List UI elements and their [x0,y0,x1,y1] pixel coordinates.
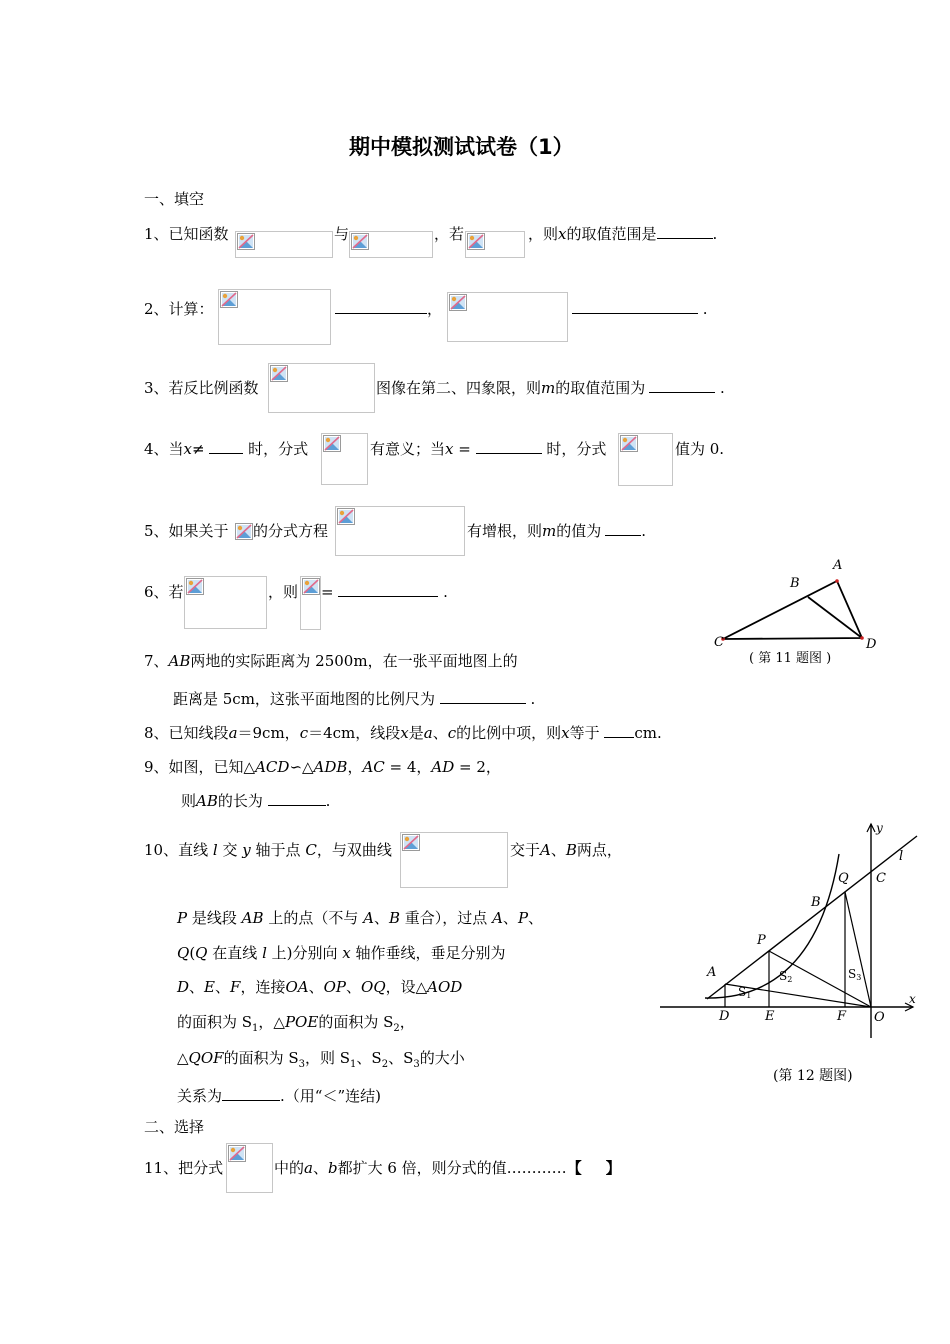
question-10-text: 、 [346,978,362,996]
label-p: P [517,909,529,927]
question-6-part-a: 6、若 [144,583,184,601]
question-9-number: 9、 [144,758,169,776]
question-9-text: = 2， [454,758,501,776]
question-9-text: 如图，已知△ [168,758,256,776]
question-5-part-c: 有增根，则 [467,522,543,540]
answer-blank[interactable] [605,521,641,536]
question-4-part-b: 时，分式 [248,440,309,458]
label-o: O [874,1010,885,1025]
label-p: P [177,909,188,927]
question-10-text: 轴于点 [255,841,301,859]
label-s2-sub: 2 [787,975,793,984]
broken-image-icon [228,1145,246,1162]
question-8-text: ＝4cm，线段 [308,724,401,742]
question-11-text: 、 [312,1159,328,1177]
question-3-part-b: 图像在第二、四象限，则 [376,379,542,397]
variable-a: a [228,724,238,742]
question-1-part-d: ，则 [528,225,559,243]
period: . [530,690,536,708]
broken-image-icon [186,578,204,595]
label-s1-letter: S [738,985,747,999]
variable-x: x [400,724,409,742]
not-equal-sign: ≠ [192,440,205,458]
formula-image [321,433,368,485]
formula-image [300,576,321,630]
formula-image [268,363,375,413]
formula-image [184,576,267,629]
label-ab: AB [196,792,218,810]
question-10-text: 交于 [510,841,541,859]
point-d [860,636,864,640]
question-10-text: 、S [388,1049,414,1067]
variable-m: m [541,379,556,397]
formula-image [235,231,333,258]
answer-blank[interactable] [222,1086,280,1101]
question-1-part-c: ，若 [434,225,465,243]
variable-x: x [183,440,193,458]
question-5-part-a: 5、如果关于 [144,522,229,540]
label-ac: AC [362,758,385,776]
similar-sign: ∽△ [289,758,314,776]
question-1-part-a: 1、已知函数 [144,225,229,243]
label-acd: ACD [255,758,290,776]
question-4-part-d: 时，分式 [546,440,607,458]
label-s1-sub: 1 [746,991,752,1000]
label-aod: AOD [427,978,463,996]
label-ad: AD [431,758,455,776]
variable-b: b [327,1159,338,1177]
label-a: A [540,841,551,859]
label-op: OP [323,978,346,996]
question-10-text: ( [189,944,196,962]
label-e: E [204,978,215,996]
question-5-part-d: 的值为 [556,522,602,540]
question-10-text: 的大小 [419,1049,465,1067]
broken-image-icon [449,294,467,311]
label-s2 [779,969,792,984]
question-10-text: 重合），过点 [404,909,488,927]
figure-12-caption: (第 12 题图) [773,1068,853,1084]
label-s3 [848,967,861,982]
question-8-text: 是 [408,724,424,742]
label-c: C [876,871,886,886]
period: . [325,792,331,810]
question-8-unit: cm. [634,724,662,742]
question-4-part-e: 值为 0. [675,440,725,458]
question-9-text: 的长为 [217,792,263,810]
label-b: B [388,909,400,927]
period: . [641,522,647,540]
question-8-text: 、 [432,724,448,742]
formula-image [465,231,525,258]
question-10-text: 是线段 [191,909,237,927]
segment-oq [845,892,871,1007]
broken-image-icon [323,435,341,452]
broken-image-icon [351,233,369,250]
question-10-text: 上)分别向 [271,944,338,962]
question-4-part-c: 有意义；当 [370,440,446,458]
question-10-text: 、 [308,978,324,996]
answer-blank[interactable] [268,791,326,806]
period: . [712,225,718,243]
label-d: D [719,1009,730,1024]
section-heading-choice: 二、选择 [144,1118,205,1136]
variable-c: c [299,724,309,742]
question-10-text: 上的点（不与 [268,909,359,927]
label-c: C [305,841,317,859]
period: . [720,379,725,397]
equal-sign: = [458,440,471,458]
question-8-text: 已知线段 [168,724,229,742]
label-a: A [707,965,717,980]
variable-c: c [447,724,457,742]
question-8-text: ＝9cm， [237,724,300,742]
formula-image [400,832,508,888]
question-10-text: 交 [222,841,238,859]
label-adb: ADB [313,758,348,776]
figure-12-coordinate [655,818,930,1088]
answer-blank[interactable] [476,439,542,454]
bracket-right: 】 [605,1159,621,1177]
label-x: x [342,944,351,962]
variable-a: a [304,1159,313,1177]
subscript: 2 [393,1023,400,1034]
question-10-text: 的面积为 S [177,1013,253,1031]
question-10-text: △ [177,1049,189,1067]
question-10-text: 、 [502,909,518,927]
broken-image-icon [620,435,638,452]
subscript: 3 [413,1059,420,1070]
label-p: P [757,933,766,948]
broken-image-icon [220,291,238,308]
label-c: C [714,635,724,650]
question-7-number: 7、 [144,652,169,670]
formula-image [447,292,568,342]
answer-blank[interactable] [335,299,427,314]
formula-image [349,231,433,258]
broken-image-icon [402,834,420,851]
question-10-text: ，与双曲线 [316,841,392,859]
comma: ， [347,758,363,776]
broken-image-icon [270,365,288,382]
comma: ， [427,300,443,318]
question-10-text: ，△ [258,1013,285,1031]
question-1-part-b: 与 [334,225,350,243]
question-10-text: 、S [356,1049,382,1067]
point-a [835,579,839,583]
formula-image [235,523,253,541]
question-3-part-a: 3、若反比例函数 [144,379,259,397]
label-l: l [212,841,218,859]
label-l: l [899,849,904,864]
label-s2-letter: S [779,969,788,983]
bracket-left: 【 [566,1159,582,1177]
question-10-number: 10、 [144,841,179,859]
subscript: 1 [252,1023,259,1034]
question-4-part-a: 4、当 [144,440,184,458]
question-10-text: ， [399,1013,415,1031]
question-9-text: 则 [181,792,197,810]
formula-image [226,1143,273,1193]
section-heading-fill: 一、填空 [144,190,205,208]
answer-blank[interactable] [338,582,438,597]
variable-m: m [542,522,557,540]
broken-image-icon [337,508,355,525]
label-a: A [492,909,503,927]
answer-blank[interactable] [604,723,634,738]
page-title: 期中模拟测试试卷（1） [349,135,574,159]
question-7-line-2: 距离是 5cm，这张平面地图的比例尺为 [173,690,435,708]
label-a: A [833,558,843,573]
question-10-text: 直线 [178,841,209,859]
broken-image-icon [235,523,253,540]
label-f: F [230,978,241,996]
question-7-text: 两地的实际距离为 2500m，在一张平面地图上的 [190,652,518,670]
label-b: B [790,576,800,591]
period: . [702,300,708,318]
question-10-text: ，连接 [240,978,286,996]
question-10-text: 的面积为 S [318,1013,394,1031]
label-a: A [363,909,374,927]
question-10-text: .（用“＜”连结) [280,1087,381,1105]
broken-image-icon [467,233,485,250]
hyperbola [705,854,839,998]
question-10-text: 、 [528,909,544,927]
subscript: 2 [381,1059,389,1070]
formula-image [335,506,465,556]
question-8-number: 8、 [144,724,169,742]
answer-blank[interactable] [649,378,715,393]
label-oa: OA [285,978,309,996]
answer-blank[interactable] [657,224,713,239]
label-d: D [177,978,190,996]
question-10-text: 关系为 [177,1087,223,1105]
broken-image-icon [237,233,255,250]
question-11-text: 中的 [274,1159,305,1177]
label-q: Q [838,871,849,886]
formula-image [218,289,331,345]
label-q: Q [177,944,190,962]
question-10-text: 、 [189,978,205,996]
question-3-part-c: 的取值范围为 [555,379,646,397]
question-2-part-a: 2、计算： [144,300,214,318]
label-ab: AB [241,909,264,927]
figure-11-caption: ( 第 11 题图 ) [749,651,832,666]
subscript: 1 [350,1059,357,1070]
answer-blank[interactable] [209,439,243,454]
label-e: E [765,1009,775,1024]
subscript: 3 [298,1059,305,1070]
label-ab: AB [168,652,191,670]
label-b: B [811,895,821,910]
label-qof: QOF [188,1049,224,1067]
figure-11-triangle [705,555,885,670]
answer-blank[interactable] [572,299,698,314]
question-10-text: 的面积为 S [223,1049,299,1067]
question-11-part-a: 11、把分式 [144,1159,224,1177]
label-y: y [242,841,251,859]
variable-x: x [558,225,567,243]
question-10-text: 、 [550,841,566,859]
question-10-text: ，则 S [304,1049,351,1067]
label-d: D [866,637,877,652]
label-q: Q [195,944,208,962]
question-10-text: 两点， [576,841,622,859]
label-f: F [837,1009,847,1024]
question-11-text: 都扩大 6 倍，则分式的值………… [337,1159,567,1177]
label-b: B [565,841,577,859]
label-oq: OQ [361,978,386,996]
question-10-text: 轴作垂线，垂足分别为 [355,944,506,962]
question-6-part-b: ，则 [268,583,299,601]
label-s3-letter: S [848,967,857,981]
answer-blank[interactable] [440,689,526,704]
question-10-text: 、 [373,909,389,927]
question-10-text: 在直线 [212,944,258,962]
question-5-part-b: 的分式方程 [253,522,329,540]
label-poe: POE [284,1013,319,1031]
variable-x: x [445,440,454,458]
question-1-part-e: 的取值范围是 [566,225,657,243]
broken-image-icon [302,578,320,595]
label-s3-sub: 3 [856,973,862,982]
question-8-text: 等于 [569,724,600,742]
label-y: y [876,821,883,835]
label-l: l [262,944,267,962]
label-x: x [909,992,916,1006]
question-10-text: 、 [215,978,231,996]
period: . [443,583,448,601]
variable-x: x [561,724,570,742]
variable-a: a [423,724,433,742]
question-9-text: = 4， [384,758,432,776]
question-10-text: ，设△ [385,978,428,996]
question-8-text: 的比例中项，则 [456,724,562,742]
equal-sign: = [321,583,334,601]
formula-image [618,433,673,486]
